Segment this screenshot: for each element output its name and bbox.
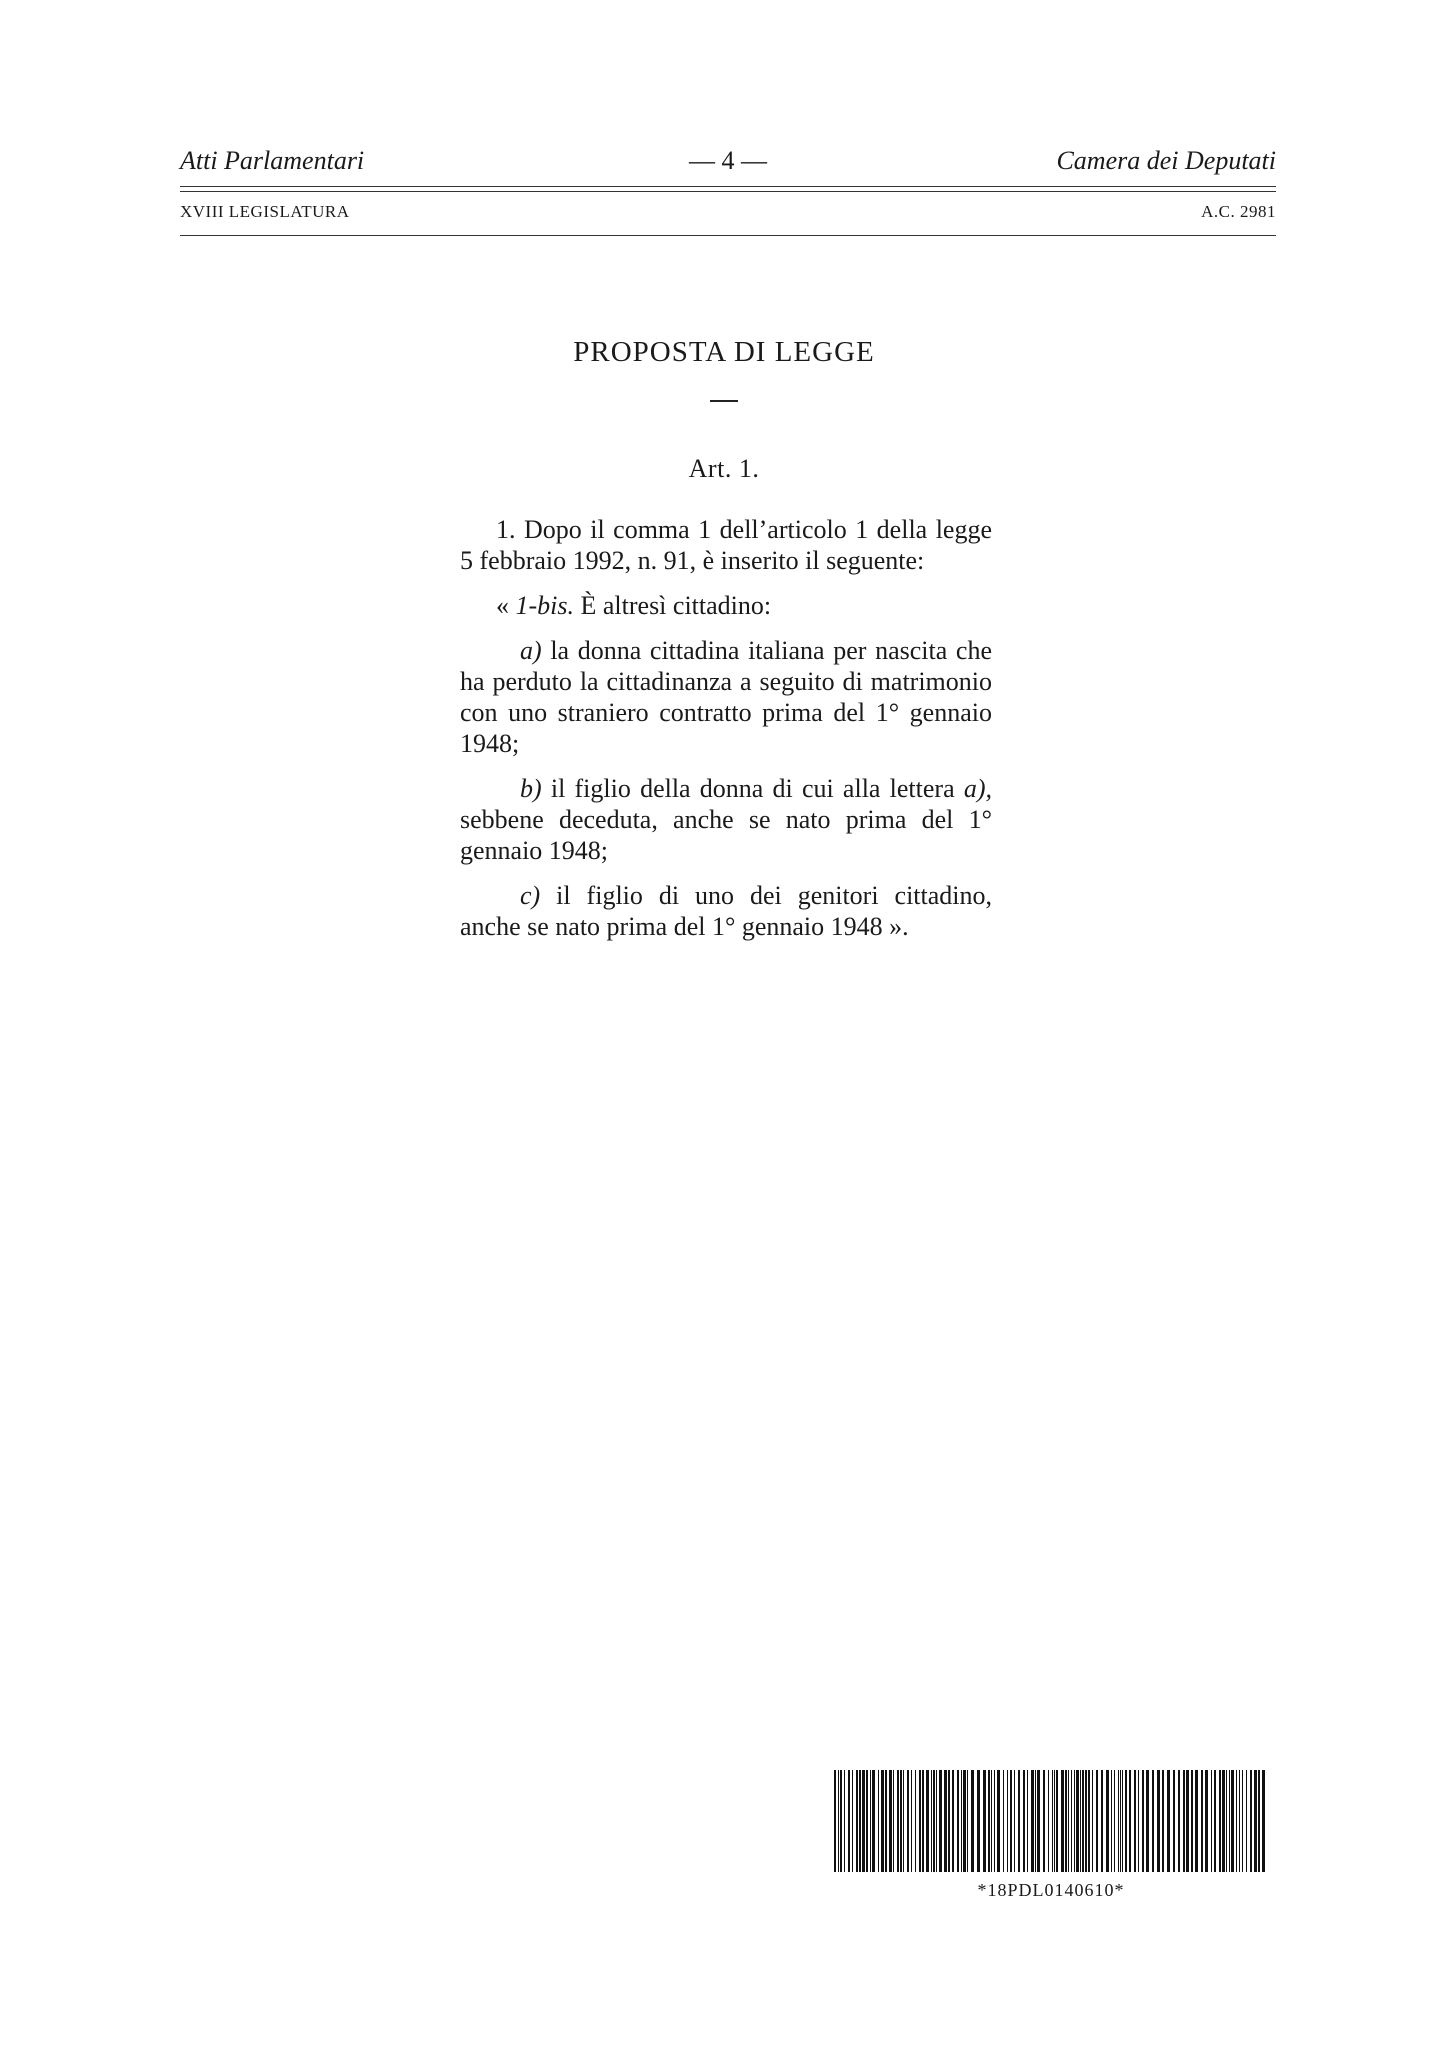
barcode-bar-54 [1043, 1770, 1045, 1872]
barcode-bar-15 [889, 1770, 892, 1872]
barcode-bar-17 [897, 1770, 899, 1872]
barcode-bar-26 [931, 1770, 932, 1872]
barcode-bar-14 [885, 1770, 887, 1872]
barcode-bar-47 [1014, 1770, 1015, 1872]
barcode-bar-42 [994, 1770, 995, 1872]
header-left-text: Atti Parlamentari [180, 146, 365, 175]
barcode-bar-106 [1246, 1770, 1247, 1872]
barcode-bar-75 [1118, 1770, 1119, 1872]
barcode-bar-73 [1111, 1770, 1112, 1872]
barcode-bar-78 [1125, 1770, 1127, 1872]
barcode-bar-44 [1003, 1770, 1004, 1872]
barcode-bar-43 [997, 1770, 1000, 1872]
barcode-bar-99 [1222, 1770, 1225, 1872]
barcode-bar-6 [856, 1770, 858, 1872]
barcode-bar-84 [1152, 1770, 1154, 1872]
barcode-bar-96 [1211, 1770, 1212, 1872]
barcode-bar-53 [1037, 1770, 1040, 1872]
barcode-bar-20 [907, 1770, 909, 1872]
barcode-bar-91 [1186, 1770, 1189, 1872]
barcode-bar-18 [900, 1770, 902, 1872]
barcode-bar-102 [1231, 1770, 1234, 1872]
paragraph-1: 1. Dopo il comma 1 dell’articolo 1 della legge 5 febbraio 1992, n. 91, è inserito il seguente: [460, 515, 992, 575]
barcode-bar-82 [1142, 1770, 1144, 1872]
barcode-bar-4 [848, 1770, 850, 1872]
barcode-bar-85 [1157, 1770, 1160, 1872]
barcode-bar-92 [1191, 1770, 1193, 1872]
barcode-bar-5 [852, 1770, 853, 1872]
barcode-bar-68 [1088, 1770, 1090, 1872]
item-b-reference: a), [963, 774, 992, 803]
barcode-bar-94 [1201, 1770, 1203, 1872]
item-c-text: il figlio di uno dei genitori cittadino, anche se nato prima del 1° gennaio 1948 ». [460, 881, 992, 941]
barcode-bar-11 [872, 1770, 875, 1872]
barcode-bar-65 [1080, 1770, 1081, 1872]
barcode-bar-79 [1129, 1770, 1131, 1872]
barcode-bar-60 [1065, 1770, 1067, 1872]
barcode-bar-107 [1250, 1770, 1252, 1872]
barcode-bar-10 [870, 1770, 871, 1872]
barcode-bar-48 [1018, 1770, 1020, 1872]
quote-label: 1-bis. [515, 591, 574, 620]
barcode-bar-66 [1082, 1770, 1084, 1872]
barcode-bar-87 [1167, 1770, 1170, 1872]
header-single-rule [180, 235, 1276, 236]
running-header [180, 146, 1276, 176]
barcode-bar-103 [1236, 1770, 1237, 1872]
running-subheader [180, 202, 1276, 222]
barcode-bar-93 [1195, 1770, 1198, 1872]
barcode-bar-108 [1254, 1770, 1257, 1872]
barcode-bar-9 [866, 1770, 868, 1872]
barcode-bar-110 [1262, 1770, 1265, 1872]
barcode-bar-88 [1173, 1770, 1175, 1872]
barcode-bar-58 [1056, 1770, 1058, 1872]
barcode-bar-45 [1007, 1770, 1008, 1872]
act-number: A.C. 2981 [1201, 202, 1276, 221]
barcode-bar-50 [1027, 1770, 1028, 1872]
barcode-bar-62 [1071, 1770, 1072, 1872]
barcode-bar-69 [1092, 1770, 1093, 1872]
barcode-bar-23 [919, 1770, 921, 1872]
barcode-bar-89 [1178, 1770, 1180, 1872]
barcode-bar-8 [862, 1770, 865, 1872]
barcode-bar-3 [844, 1770, 845, 1872]
barcode-bar-25 [926, 1770, 929, 1872]
barcode-bar-22 [915, 1770, 916, 1872]
barcode-bar-34 [961, 1770, 962, 1872]
item-c [460, 880, 992, 942]
barcode-bar-101 [1229, 1770, 1230, 1872]
header-right-text: Camera dei Deputati [1056, 146, 1276, 175]
item-b [460, 773, 992, 866]
barcode-bar-71 [1101, 1770, 1103, 1872]
item-b-text-1: il figlio della donna di cui alla lettera [541, 774, 964, 803]
barcode-bar-86 [1162, 1770, 1164, 1872]
barcode-bar-100 [1226, 1770, 1227, 1872]
barcode-bar-52 [1035, 1770, 1036, 1872]
barcode-bar-7 [859, 1770, 861, 1872]
barcode-bar-24 [922, 1770, 924, 1872]
quote-open: « [496, 591, 516, 620]
barcode-bar-21 [911, 1770, 912, 1872]
barcode-bar-12 [878, 1770, 879, 1872]
barcode-bar-27 [933, 1770, 935, 1872]
barcode-bar-55 [1048, 1770, 1049, 1872]
barcode-bar-1 [838, 1770, 839, 1872]
title-dash [710, 400, 738, 402]
barcode-bar-64 [1076, 1770, 1079, 1872]
barcode-bar-13 [881, 1770, 884, 1872]
barcode-bar-72 [1106, 1770, 1109, 1872]
header-double-rule [180, 186, 1276, 192]
item-a-text: la donna cittadina italiana per nascita che ha perduto la cittadinanza a seguito di matrimonio con uno straniero contratto prima del 1° gennaio 1948; [460, 636, 992, 758]
barcode-bar-59 [1061, 1770, 1064, 1872]
barcode [834, 1770, 1268, 1872]
quote-text: È altresì cittadino: [574, 591, 772, 620]
barcode-label: *18PDL0140610* [977, 1880, 1125, 1900]
barcode-bar-32 [952, 1770, 954, 1872]
item-c-label: c) [520, 881, 541, 910]
barcode-bar-70 [1096, 1770, 1098, 1872]
document-title: PROPOSTA DI LEGGE [573, 336, 875, 368]
legislature-label: XVIII LEGISLATURA [180, 202, 350, 221]
page-number: — 4 — [689, 146, 767, 175]
barcode-bar-77 [1122, 1770, 1123, 1872]
barcode-bar-49 [1023, 1770, 1025, 1872]
item-a-label: a) [520, 636, 542, 665]
barcode-bar-40 [988, 1770, 990, 1872]
item-b-label: b) [520, 774, 542, 803]
barcode-bar-33 [957, 1770, 959, 1872]
barcode-bar-35 [963, 1770, 966, 1872]
barcode-bar-31 [948, 1770, 950, 1872]
barcode-bar-38 [977, 1770, 980, 1872]
barcode-bar-61 [1068, 1770, 1069, 1872]
article-body [460, 514, 992, 956]
barcode-bar-16 [893, 1770, 894, 1872]
barcode-bar-95 [1205, 1770, 1208, 1872]
barcode-bar-0 [834, 1770, 836, 1872]
barcode-bar-80 [1134, 1770, 1136, 1872]
barcode-bar-74 [1114, 1770, 1115, 1872]
barcode-bar-63 [1074, 1770, 1075, 1872]
barcode-bar-97 [1214, 1770, 1216, 1872]
barcode-bar-41 [991, 1770, 992, 1872]
barcode-bar-81 [1138, 1770, 1139, 1872]
barcode-bar-28 [936, 1770, 937, 1872]
barcode-bar-109 [1258, 1770, 1260, 1872]
barcode-bar-30 [944, 1770, 947, 1872]
barcode-bar-98 [1219, 1770, 1221, 1872]
barcode-bar-105 [1242, 1770, 1243, 1872]
barcode-bar-104 [1239, 1770, 1240, 1872]
barcode-bar-90 [1183, 1770, 1185, 1872]
barcode-bar-56 [1052, 1770, 1053, 1872]
item-a [460, 635, 992, 759]
barcode-bar-83 [1146, 1770, 1149, 1872]
barcode-bar-19 [903, 1770, 904, 1872]
barcode-bar-39 [983, 1770, 986, 1872]
quoted-comma-intro [496, 590, 992, 621]
barcode-bar-67 [1085, 1770, 1087, 1872]
item-b-text-2: sebbene deceduta, anche se nato prima del 1° gennaio 1948; [460, 805, 992, 865]
barcode-bar-51 [1031, 1770, 1034, 1872]
barcode-bar-46 [1010, 1770, 1012, 1872]
article-heading: Art. 1. [688, 454, 760, 483]
barcode-bar-57 [1054, 1770, 1055, 1872]
barcode-bar-29 [939, 1770, 942, 1872]
barcode-bar-36 [967, 1770, 968, 1872]
barcode-bar-37 [971, 1770, 974, 1872]
barcode-bar-76 [1120, 1770, 1121, 1872]
barcode-bar-2 [840, 1770, 842, 1872]
